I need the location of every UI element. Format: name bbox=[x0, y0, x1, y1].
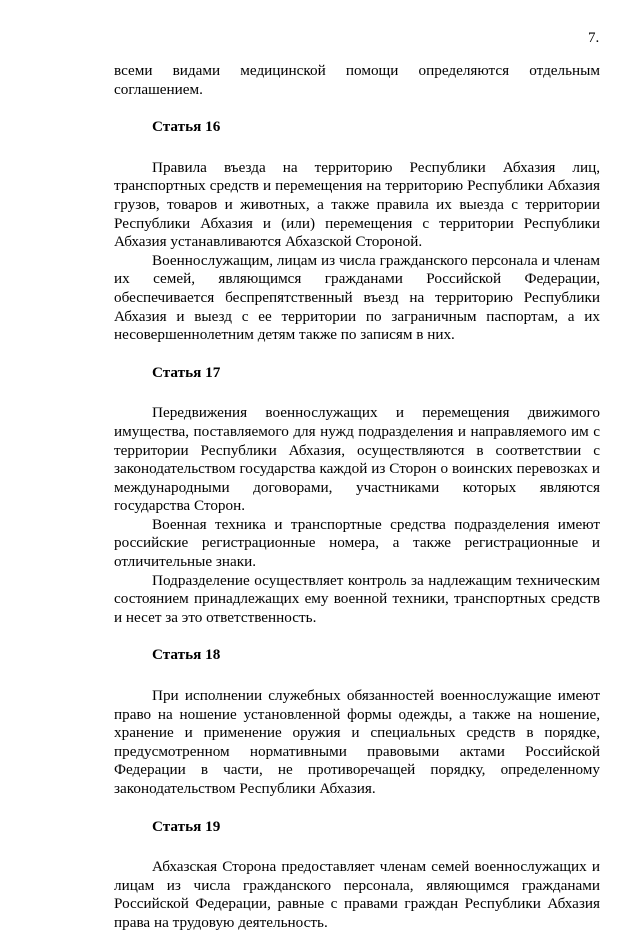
article-18-title: Статья 18 bbox=[152, 646, 221, 664]
article-16-paragraph-2: Военнослужащим, лицам из числа гражданского персонала и членам их семей, являющимся гражданами Российской Федерации, обеспечивается беспрепятственный въезд на территорию Республики Абхазия и выезд с ее территории по заграничным паспортам, а их несовершеннолетним детям также по записям в них. bbox=[114, 251, 600, 344]
document-body bbox=[114, 62, 600, 933]
article-16-title: Статья 16 bbox=[152, 118, 221, 136]
article-18-paragraph-1: При исполнении служебных обязанностей военнослужащие имеют право на ношение установленной формы одежды, а также на ношение, хранение и применение оружия и специальных средств в порядке, предусмотренном нормативными правовыми актами Российской Федерации в части, не противоречащей порядку, определенному законодательством Республики Абхазия. bbox=[114, 687, 600, 797]
intro-paragraph: всеми видами медицинской помощи определяются отдельным соглашением. bbox=[114, 62, 600, 98]
article-17-paragraph-3: Подразделение осуществляет контроль за надлежащим техническим состоянием принадлежащих ему военной техники, транспортных средств и несет за это ответственность. bbox=[114, 571, 600, 626]
article-19-paragraph-1: Абхазская Сторона предоставляет членам семей военнослужащих и лицам из числа гражданского персонала, являющимся гражданами Российской Федерации, равные с правами граждан Республики Абхазия права на трудовую деятельность. bbox=[114, 858, 600, 931]
article-16-paragraph-1: Правила въезда на территорию Республики Абхазия лиц, транспортных средств и перемещения на территорию Республики Абхазия грузов, товаров и животных, а также правила их выезда с территории Республики Абхазия и (или) перемещения с территории Республики Абхазия устанавливаются Абхазской Стороной. bbox=[114, 158, 600, 251]
article-19-title: Статья 19 bbox=[152, 817, 221, 835]
article-17-paragraph-1: Передвижения военнослужащих и перемещения движимого имущества, поставляемого для нужд подразделения и направляемого им с территории Республики Абхазия, осуществляются в соответствии с законодательством государства каждой из Сторон о воинских перевозках и международными договорами, участниками которых являются государства Сторон. bbox=[114, 404, 600, 515]
article-17-title: Статья 17 bbox=[152, 363, 221, 381]
page-number: 7. bbox=[588, 30, 600, 46]
article-17-paragraph-2: Военная техника и транспортные средства подразделения имеют российские регистрационные номера, а также регистрационные и отличительные знаки. bbox=[114, 515, 600, 571]
